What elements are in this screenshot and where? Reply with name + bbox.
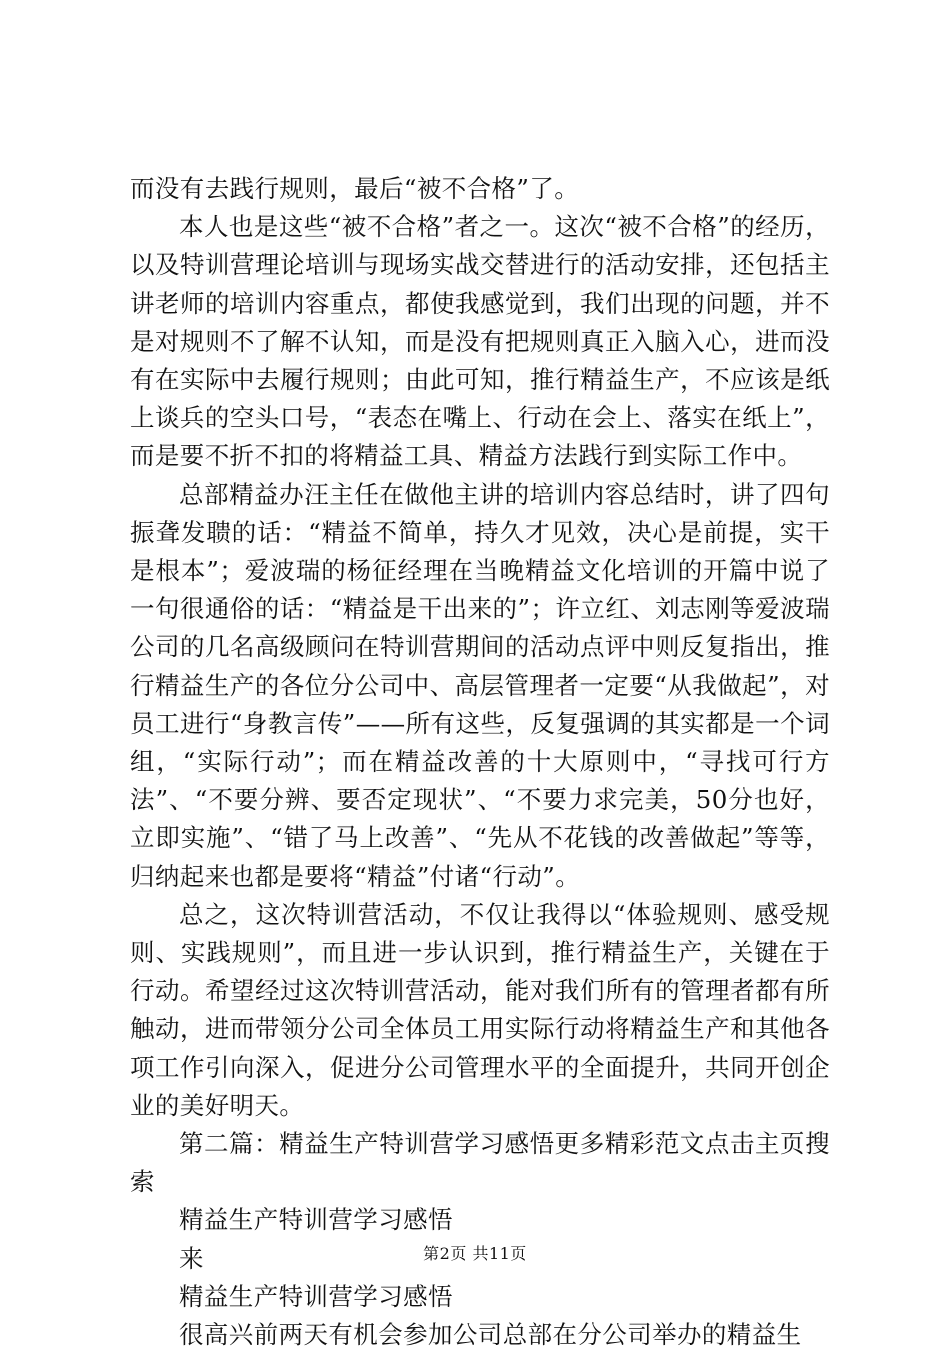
article-title-repeat: 精益生产特训营学习感悟	[179, 1281, 453, 1311]
section-heading: 第二篇：精益生产特训营学习感悟更多精彩范文点击主页搜索	[130, 1129, 830, 1197]
document-body	[130, 170, 830, 1354]
article-title: 精益生产特训营学习感悟	[179, 1205, 453, 1235]
paragraph-2: 总部精益办汪主任在做他主讲的培训内容总结时，讲了四句振聋发聩的话：“精益不简单，持久才见效，决心是前提，实干是根本”；爱波瑞的杨征经理在当晚精益文化培训的开篇中说了一句很通俗的话：“精益是干出来的”；许立红、刘志刚等爱波瑞公司的几名高级顾问在特训营期间的活动点评中则反复指出，推行精益生产的各位分公司中、高层管理者一定要“从我做起”，对员工进行“身教言传”——所有这些，反复强调的其实都是一个词组，“实际行动”；而在精益改善的十大原则中，“寻找可行方法”、“不要分辨、要否定现状”、“不要力求完美，50分也好，立即实施”、“错了马上改善”、“先从不花钱的改善做起”等等，归纳起来也都是要将“精益”付诸“行动”。	[130, 479, 830, 891]
page-footer: 第2页 共11页	[423, 1244, 527, 1263]
paragraph-3: 总之，这次特训营活动，不仅让我得以“体验规则、感受规则、实践规则”，而且进一步认识到，推行精益生产，关键在于行动。希望经过这次特训营活动，能对我们所有的管理者都有所触动，进而带领分公司全体员工用实际行动将精益生产和其他各项工作引向深入，促进分公司管理水平的全面提升，共同开创企业的美好明天。	[130, 899, 830, 1120]
source-line: 来	[179, 1243, 204, 1273]
paragraph-continuation: 而没有去践行规则，最后“被不合格”了。	[130, 174, 580, 203]
paragraph-1: 本人也是这些“被不合格”者之一。这次“被不合格”的经历，以及特训营理论培训与现场实战交替进行的活动安排，还包括主讲老师的培训内容重点，都使我感觉到，我们出现的问题，并不是对规则不了解不认知，而是没有把规则真正入脑入心，进而没有在实际中去履行规则；由此可知，推行精益生产，不应该是纸上谈兵的空头口号，“表态在嘴上、行动在会上、落实在纸上”，而是要不折不扣的将精益工具、精益方法践行到实际工作中。	[130, 212, 830, 471]
paragraph-opening: 很高兴前两天有机会参加公司总部在分公司举办的精益生	[179, 1320, 802, 1350]
